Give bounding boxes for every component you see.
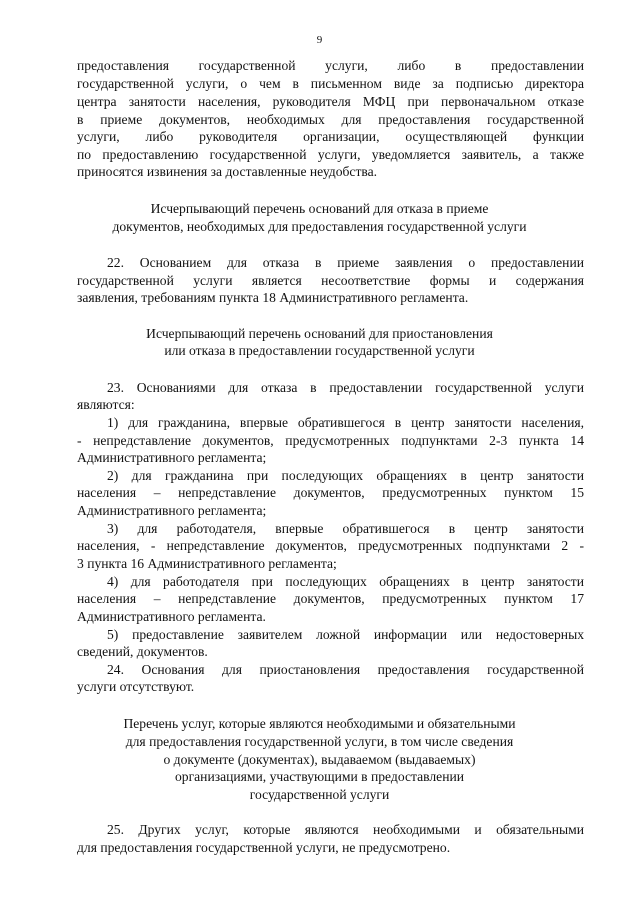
heading-line: о документе (документах), выдаваемом (выдаваемых) xyxy=(163,752,476,767)
text-line: 3) для работодателя, впервые обратившегося в центр занятости xyxy=(107,521,584,536)
text-line: 2) для гражданина при последующих обращениях в центр занятости xyxy=(107,468,584,483)
page-number: 9 xyxy=(316,34,323,46)
text-line: центра занятости населения, руководителя МФЦ при первоначальном отказе xyxy=(77,94,584,109)
text-line: в приеме документов, необходимых для предоставления государственной xyxy=(77,112,584,127)
heading-line: организациями, участвующими в предоставлении xyxy=(174,769,465,784)
text-line: предоставления государственной услуги, либо в предоставлении xyxy=(77,58,584,73)
heading-line: Исчерпывающий перечень оснований для приостановления xyxy=(146,326,493,341)
heading-line: для предоставления государственной услуги, в том числе сведения xyxy=(125,734,514,749)
text-line: 22. Основанием для отказа в приеме заявления о предоставлении xyxy=(107,255,584,270)
text-line: - непредставление документов, предусмотренных подпунктами 2-3 пункта 14 xyxy=(77,433,584,448)
text-line: приносятся извинения за доставленные неудобства. xyxy=(77,164,378,179)
heading-line: Перечень услуг, которые являются необходимыми и обязательными xyxy=(123,716,516,731)
text-line: по предоставлению государственной услуги, уведомляется заявитель, а также xyxy=(77,147,584,162)
text-line: населения – непредставление документов, предусмотренных пунктом 17 xyxy=(77,591,584,606)
text-line: для предоставления государственной услуги, не предусмотрено. xyxy=(77,840,451,855)
text-line: услуги отсутствуют. xyxy=(77,679,195,694)
text-line: 1) для гражданина, впервые обратившегося в центр занятости населения, xyxy=(107,415,584,430)
text-line: 3 пункта 16 Административного регламента; xyxy=(77,556,337,571)
text-line: Административного регламента. xyxy=(77,609,266,624)
heading-line: Исчерпывающий перечень оснований для отказа в приеме xyxy=(150,201,489,216)
text-line: 23. Основаниями для отказа в предоставлении государственной услуги xyxy=(107,380,584,395)
text-line: услуги, либо руководителя организации, осуществляющей функции xyxy=(77,129,584,144)
heading-line: государственной услуги xyxy=(249,787,390,802)
text-line: являются: xyxy=(77,397,135,412)
text-line: 24. Основания для приостановления предоставления государственной xyxy=(107,662,584,677)
text-line: Административного регламента; xyxy=(77,503,267,518)
text-line: населения – непредставление документов, предусмотренных пунктом 15 xyxy=(77,485,584,500)
text-line: государственной услуги, о чем в письменном виде за подписью директора xyxy=(77,76,584,91)
text-line: населения, - непредставление документов, предусмотренных подпунктами 2 - xyxy=(77,538,584,553)
text-line: государственной услуги является несоответствие формы и содержания xyxy=(77,273,584,288)
text-line: 5) предоставление заявителем ложной информации или недостоверных xyxy=(107,627,584,642)
text-line: заявления, требованиям пункта 18 Административного регламента. xyxy=(77,290,469,305)
text-line: 4) для работодателя при последующих обращениях в центр занятости xyxy=(107,574,584,589)
text-line: Административного регламента; xyxy=(77,450,267,465)
heading-line: документов, необходимых для предоставления государственной услуги xyxy=(112,219,527,234)
text-line: 25. Других услуг, которые являются необходимыми и обязательными xyxy=(107,822,584,837)
text-line: сведений, документов. xyxy=(77,644,208,659)
heading-line: или отказа в предоставлении государственной услуги xyxy=(164,343,475,358)
